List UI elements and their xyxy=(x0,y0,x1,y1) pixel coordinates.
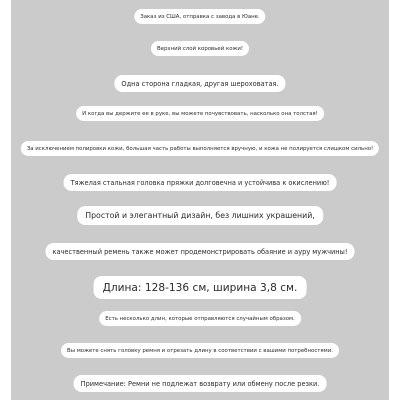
product-description-line: Одна сторона гладкая, другая шероховатая. xyxy=(114,75,285,92)
product-description-line: Простой и элегантный дизайн, без лишних украшений, xyxy=(77,206,323,225)
product-note-line: Примечание: Ремни не подлежат возврату или обмену после резки. xyxy=(74,375,327,392)
product-description-line: Вы можете снять головку ремня и отрезать длину в соответствии с вашими потребностями. xyxy=(61,343,339,358)
description-panel xyxy=(11,0,389,400)
product-dimensions-line: Длина: 128-136 см, ширина 3,8 см. xyxy=(94,276,307,299)
product-description-line: Верхний слой коровьей кожи! xyxy=(151,41,249,56)
product-description-line: Есть несколько длин, которые отправляются случайным образом. xyxy=(99,311,301,326)
product-description-line: Тяжелая стальная головка пряжки долговечна и устойчива к окислению! xyxy=(64,174,337,191)
product-description-line: И когда вы держите ее в руке, вы можете почувствовать, насколько она толстая! xyxy=(76,106,324,121)
product-description-line: Заказ из США, отправка с завода в Юане. xyxy=(134,9,265,24)
product-description-line: За исключением полировки кожи, большая часть работы выполняется вручную, и кожа не полируется слишком сильно! xyxy=(21,141,379,156)
product-description-line: качественный ремень также может продемонстрировать обаяние и ауру мужчины! xyxy=(46,243,355,260)
